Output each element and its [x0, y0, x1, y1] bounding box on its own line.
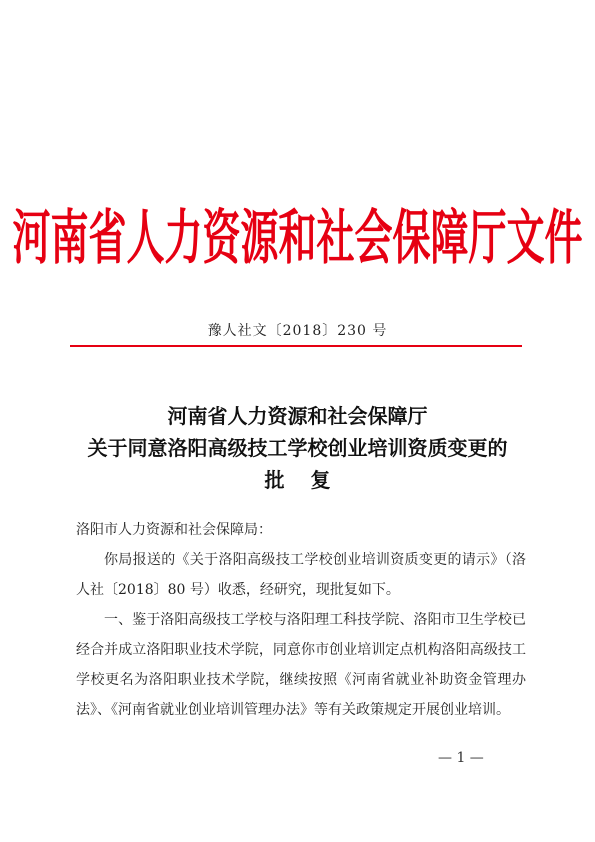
page-number: — 1 — [438, 750, 484, 766]
document-header-title: 河南省人力资源和社会保障厅文件 [12, 203, 583, 273]
document-title [0, 400, 595, 496]
red-divider-line [70, 345, 522, 347]
title-line-1: 河南省人力资源和社会保障厅 [167, 404, 428, 428]
title-line-3: 批复 [264, 468, 357, 492]
body-paragraph-1: 你局报送的《关于洛阳高级技工学校创业培训资质变更的请示》（洛人社〔2018〕80 号）收悉，经研究，现批复如下。 [76, 552, 526, 598]
title-line-2: 关于同意洛阳高级技工学校创业培训资质变更的 [87, 436, 508, 460]
addressee: 洛阳市人力资源和社会保障局： [76, 522, 272, 538]
body-paragraph-2: 一、鉴于洛阳高级技工学校与洛阳理工科技学院、洛阳市卫生学校已经合并成立洛阳职业技术学院，同意你市创业培训定点机构洛阳高级技工学校更名为洛阳职业技术学院，继续按照《河南省就业补助资金管理办法》、《河南省就业创业培训管理办法》等有关政策规定开展创业培训。 [76, 612, 526, 718]
document-body [76, 515, 526, 725]
document-number: 豫人社文〔2018〕230 号 [207, 323, 388, 339]
